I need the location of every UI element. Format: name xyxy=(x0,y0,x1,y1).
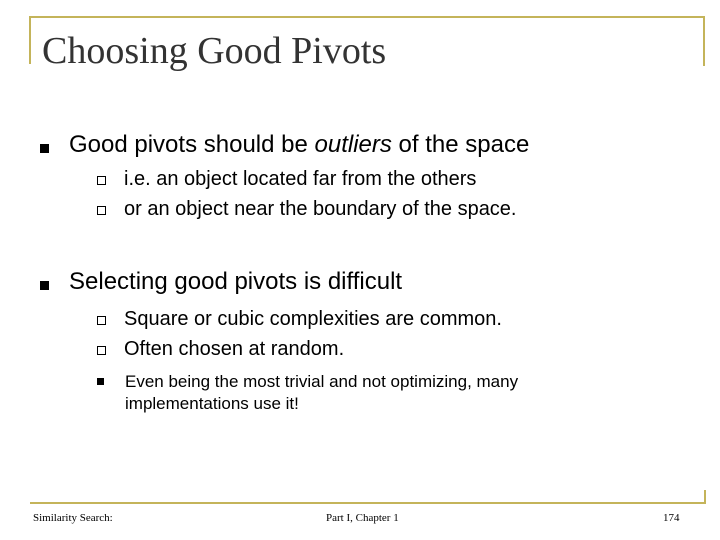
slide-title: Choosing Good Pivots xyxy=(42,30,387,72)
frame-bottom-right-line xyxy=(704,490,706,504)
bullet-2-marker xyxy=(40,281,49,290)
sub-bullet-2-1-marker xyxy=(97,316,106,325)
bullet-2-text: Selecting good pivots is difficult xyxy=(69,268,403,295)
bullet-1-emphasis: outliers xyxy=(314,131,392,158)
sub-sub-bullet-line-2: implementations use it! xyxy=(125,394,299,413)
bullet-1-text-after: of the space xyxy=(391,131,530,158)
footer-page-number: 174 xyxy=(663,512,680,524)
sub-sub-bullet-line-1: Even being the most trivial and not optimizing, many xyxy=(125,372,519,391)
sub-bullet-1-2-text: or an object near the boundary of the space. xyxy=(124,198,517,220)
sub-sub-bullet-marker xyxy=(97,378,104,385)
sub-bullet-1-2-marker xyxy=(97,206,106,215)
bullet-1-marker xyxy=(40,144,49,153)
sub-bullet-2-2-text: Often chosen at random. xyxy=(124,338,345,360)
frame-top-line xyxy=(29,16,705,18)
sub-bullet-1-1-marker xyxy=(97,176,106,185)
bullet-1-text-before: Good pivots should be xyxy=(69,131,315,158)
sub-bullet-2-2-marker xyxy=(97,346,106,355)
frame-left-line xyxy=(29,16,31,64)
bullet-1-text xyxy=(69,131,529,159)
frame-bottom-line xyxy=(30,502,706,504)
footer-center: Part I, Chapter 1 xyxy=(326,512,399,524)
sub-bullet-1-1-text: i.e. an object located far from the others xyxy=(124,168,477,190)
frame-right-line xyxy=(703,16,705,66)
sub-bullet-2-1-text: Square or cubic complexities are common. xyxy=(124,308,502,330)
footer-left: Similarity Search: xyxy=(33,512,113,524)
